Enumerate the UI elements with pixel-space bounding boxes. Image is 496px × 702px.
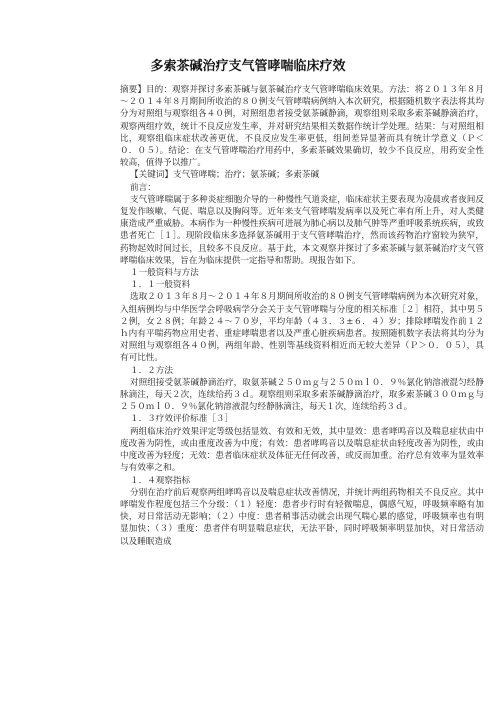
keywords-line: 【关键词】支气管哮喘；治疗；氨茶碱；多索茶碱	[130, 170, 320, 181]
paper-body	[120, 84, 484, 548]
abstract-paragraph: 摘要】目的：观察并探讨多索茶碱与氨茶碱治疗支气管哮喘临床效果。方法：将２０１３年８月～２０１４年８月期间所收治的８０例支气管哮喘病例纳入本次研究，根据随机数字表法将其均分为对照组与观察组各４０例，对照组患者接受氨茶碱静滴，观察组则采取多索茶碱静滴治疗，观察两组疗效，统计不良反应发生率，并对研究结果相关数据作统计学处理。结果：与对照组相比，观察组临床症状改善更优，不良反应发生率更低，组间差异显著而具有统计学意义（Ｐ＜０．０５）。结论：在支气管哮喘治疗用药中，多索茶碱效果确切，较少不良反应，用药安全性较高，值得予以推广。	[120, 85, 484, 169]
body-paragraph: 分别在治疗前后观察两组哮鸣音以及喘息症状改善情况，并统计两组药物相关不良反应。其中哮喘发作程度包括三个分级：（１）轻度：患者步行时有轻微喘息，偶感气短，呼吸频率略有加快，对日常活动无影响；（２）中度：患者稍事活动就会出现气喘心累的感觉，呼吸频率也有明显加快；（３）重度：患者伴有明显喘息症状，无法平卧，同时呼吸频率明显加快，对日常活动以及睡眠造成	[120, 487, 484, 547]
subsection-heading: １．１一般资料	[130, 280, 191, 291]
body-paragraph: 对照组接受氨茶碱静滴治疗，取氨茶碱２５０ｍｇ与２５０ｍｌ０．９％氯化钠溶液混匀经静脉滴注，每天２次，连续给药３ｄ。观察组则采取多索茶碱静滴治疗，取多索茶碱３００ｍｇ与２５０ｍｌ０．９％氯化钠溶液混匀经静脉滴注，每天１次，连续给药３ｄ。	[120, 377, 484, 413]
body-paragraph: 支气管哮喘属于多种炎症细胞介导的一种慢性气道炎症，临床症状主要表现为凌晨或者夜间反复发作咳嗽、气促、喘息以及胸闷等。近年来支气管哮喘发病率以及死亡率有所上升，对人类健康造成严重威胁。本病作为一种慢性疾病可进展为肺心病以及肺气肿等严重呼吸系统疾病，或致患者死亡［１］。现阶段临床多选择氨茶碱用于支气管哮喘治疗，然而该药物治疗窗较为狭窄，药物起效时间过长，且较多不良反应。基于此，本文观察并探讨了多索茶碱与氨茶碱治疗支气管哮喘临床效果，旨在为临床提供一定指导和帮助。现报告如下。	[120, 194, 484, 266]
body-paragraph: 选取２０１３年８月～２０１４年８月期间所收治的８０例支气管哮喘病例为本次研究对象，入组病例均与中华医学会呼吸病学分会关于支气管哮喘与分度的相关标准［２］相符，其中男５２例，女２８例；年龄２４～７０岁，平均年龄（４３．３±６．４）岁；排除哮喘发作前１２ｈ内有平喘药物应用史者、重症哮喘患者以及严重心脏疾病患者。按照随机数字表法将其均分为对照组与观察组各４０例，两组年龄、性别等基线资料相近而无较大差异（Ｐ＞０．０５），具有可比性。	[120, 292, 484, 364]
body-paragraph: 两组临床治疗效果评定等级包括显效、有效和无效，其中显效：患者哮鸣音以及喘息症状由中度改善为阴性，或由重度改善为中度；有效：患者哮鸣音以及喘息症状由轻度改善为阴性，或由中度改善为轻度；无效：患者临床症状及体征无任何改善，或反而加重。治疗总有效率为显效率与有效率之和。	[120, 426, 484, 474]
paper-title: 多索茶碱治疗支气管哮喘临床疗效	[150, 59, 346, 74]
section-heading-preface: 前言：	[130, 182, 156, 193]
section-heading: １一般资料与方法	[130, 268, 199, 279]
subsection-heading: １．３疗效评价标准［３］	[130, 414, 234, 425]
subsection-heading: １．２方法	[130, 365, 173, 376]
subsection-heading: １．４观察指标	[130, 475, 191, 486]
